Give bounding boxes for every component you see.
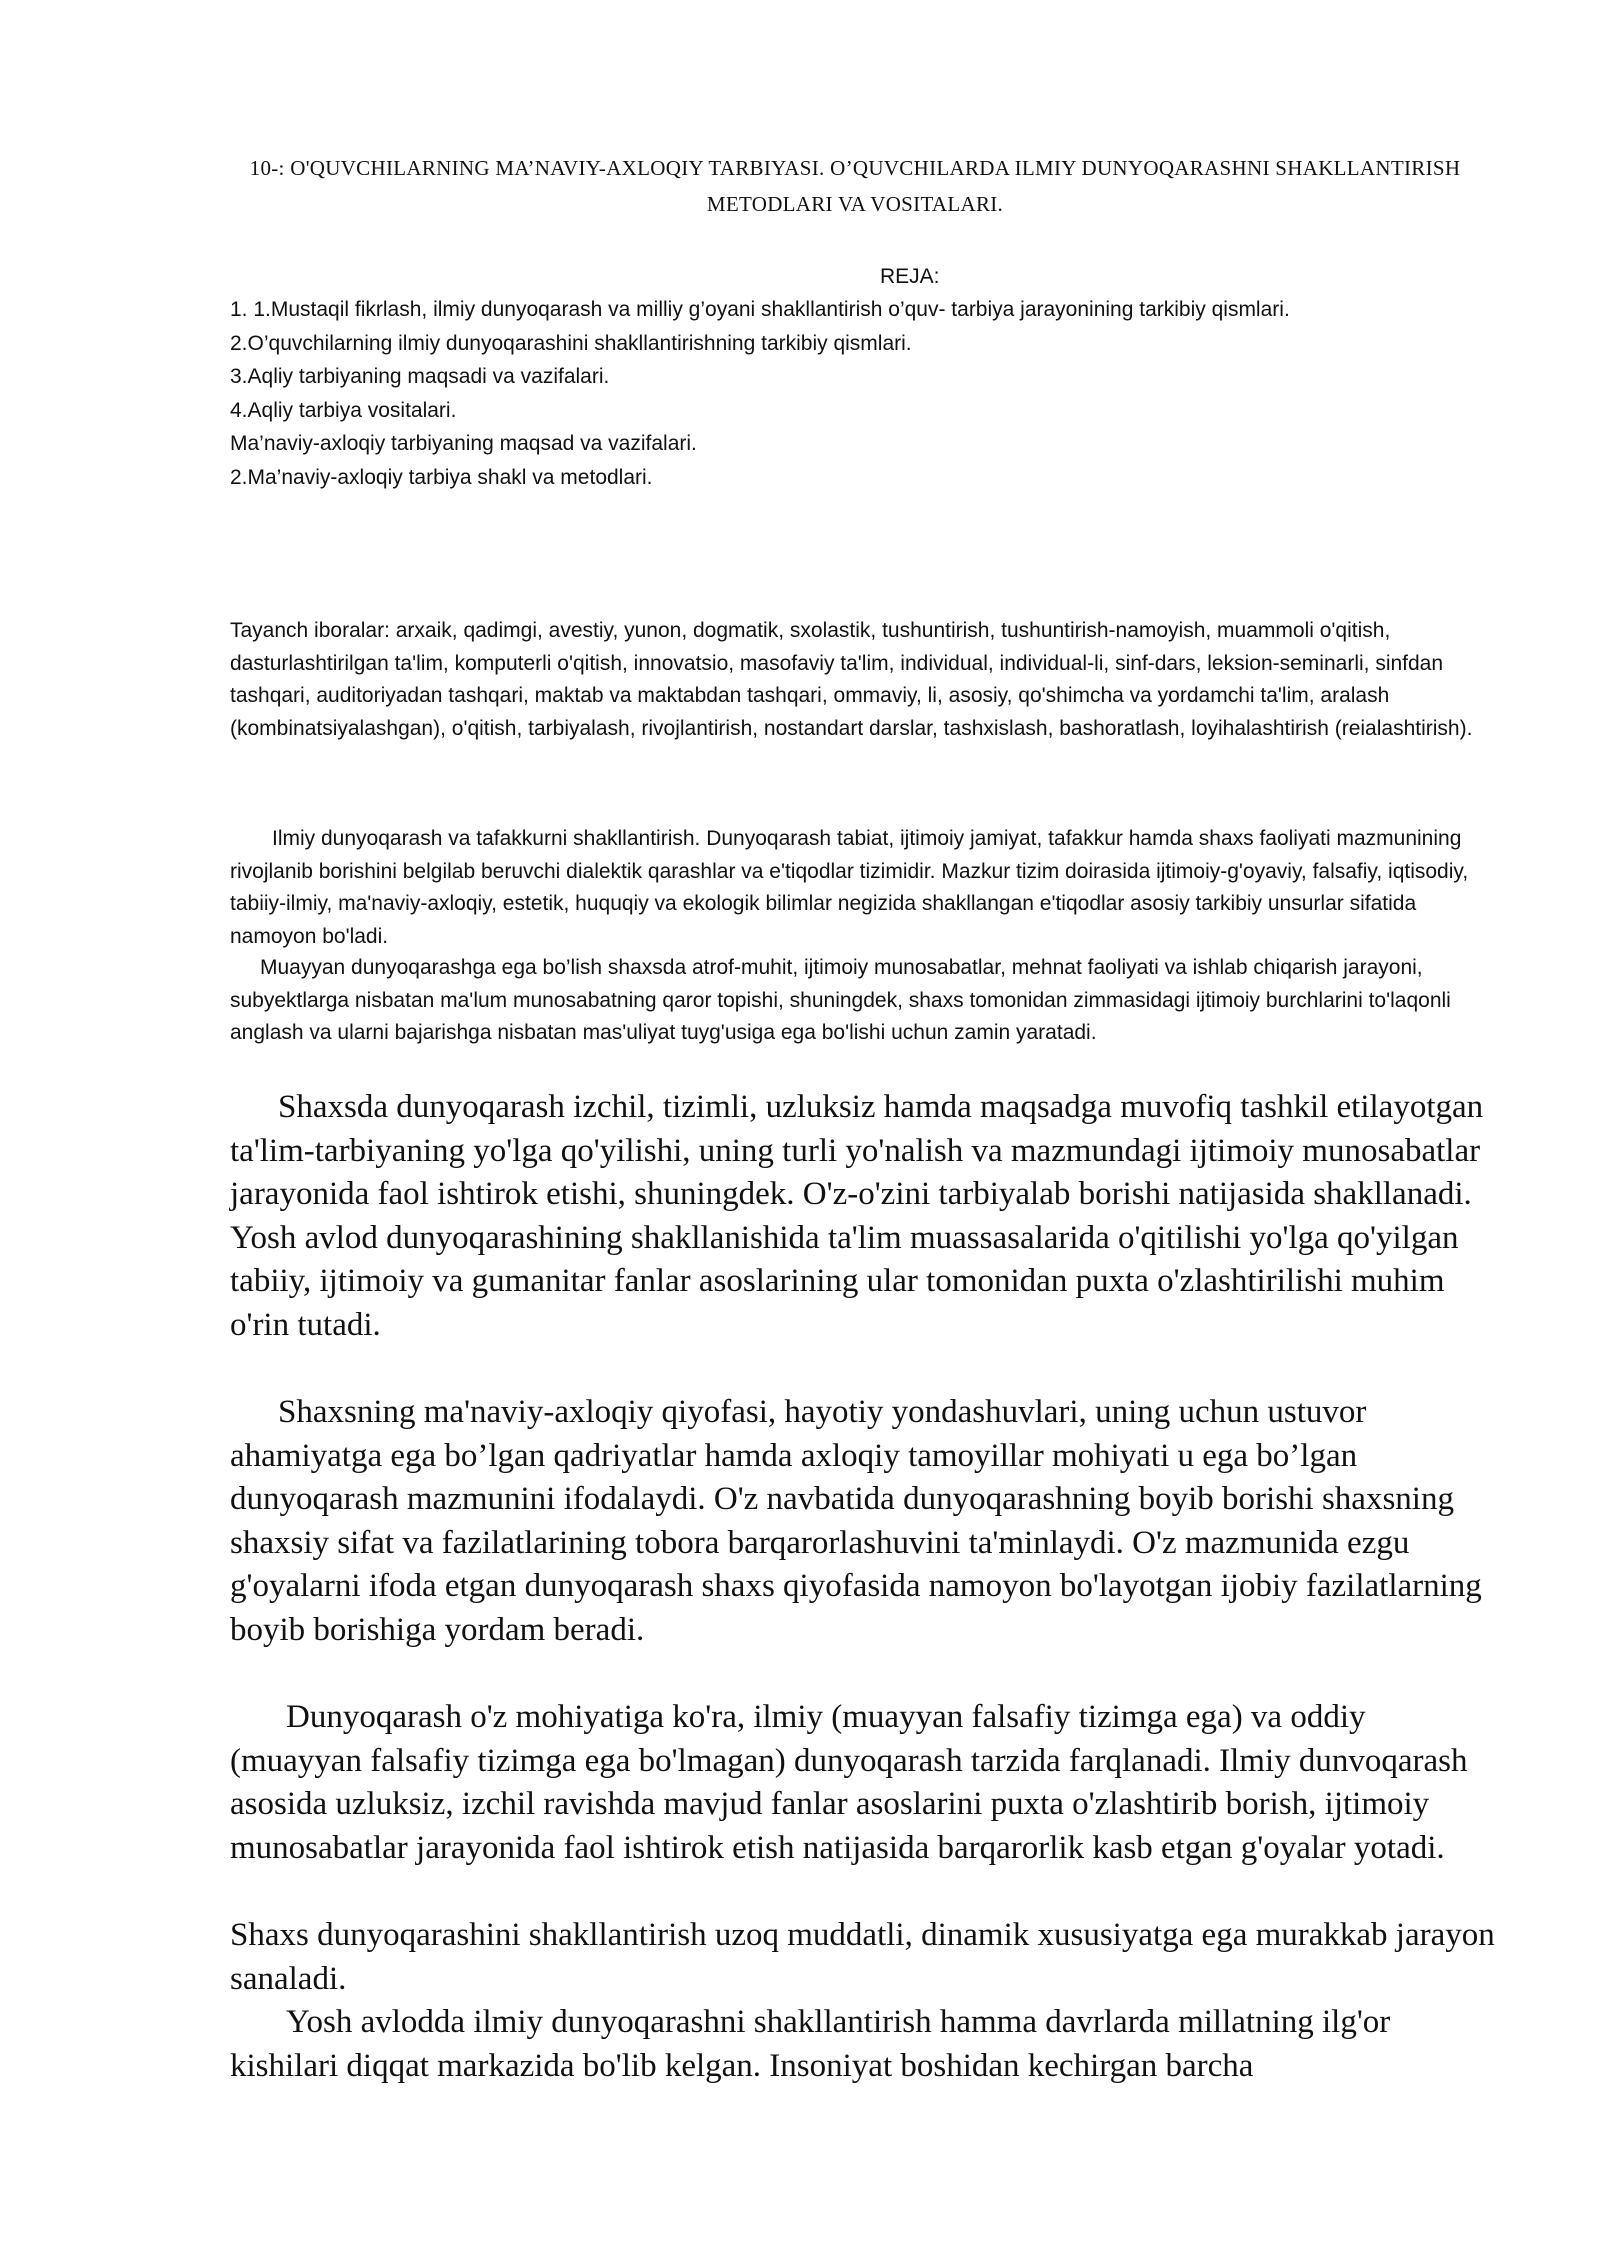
plan-item: 1. 1.Mustaqil fikrlash, ilmiy dunyoqarash va milliy g’oyani shakllantirish o’quv- tarbiya jarayonining tarkibiy qismlari.	[230, 298, 1290, 321]
plan-heading: REJA:	[880, 265, 940, 288]
body-paragraph: Shaxsda dunyoqarash izchil, tizimli, uzluksiz hamda maqsadga muvofiq tashkil etilayotgan ta'lim-tarbiyaning yo'lga qo'yilishi, uning turli yo'nalish va mazmundagi ijtimoiy munosabatlar jarayonida faol ishtirok etishi, shuningdek. O'z-o'zini tarbiyalab borishi natijasida shakllanadi. Yosh avlod dunyoqarashining shakllanishida ta'lim muassasalarida o'qitilishi yo'lga qo'yilgan tabiiy, ijtimoiy va gumanitar fanlar asoslarining ular tomonidan puxta o'zlashtirilishi muhim o'rin tutadi.	[230, 1089, 1484, 1343]
body-paragraph: Yosh avlodda ilmiy dunyoqarashni shakllantirish hamma davrlarda millatning ilg'or kishilari diqqat markazida bo'lib kelgan. Insoniyat boshidan kechirgan barcha	[230, 2004, 1391, 2084]
plan-item: 4.Aqliy tarbiya vositalari.	[230, 398, 457, 422]
document-title: 10-: O'QUVCHILARNING MA’NAVIY-AXLOQIY TARBIYASI. O’QUVCHILARDA ILMIY DUNYOQARASHNI SHAKLLANTIRISH METODLARI VA VOSITALARI.	[249, 156, 1461, 216]
plan-item: 2.O’quvchilarning ilmiy dunyoqarashini shakllantirishning tarkibiy qismlari.	[230, 331, 912, 355]
plan-list	[230, 293, 1500, 494]
plan-item: 2.Ma’naviy-axloqiy tarbiya shakl va metodlari.	[230, 465, 653, 489]
body-paragraph: Shaxsning ma'naviy-axloqiy qiyofasi, hayotiy yondashuvlari, uning uchun ustuvor ahamiyatga ega bo’lgan qadriyatlar hamda axloqiy tamoyillar mohiyati u ega bo’lgan dunyoqarash mazmunini ifodalaydi. O'z navbatida dunyoqarashning boyib borishi shaxsning shaxsiy sifat va fazilatlarining tobora barqarorlashuvini ta'minlaydi. O'z mazmunida ezgu g'oyalarni ifoda etgan dunyoqarash shaxs qiyofasida namoyon bo'layotgan ijobiy fazilatlarning boyib borishiga yordam beradi.	[230, 1394, 1482, 1648]
plan-item: 3.Aqliy tarbiyaning maqsadi va vazifalari.	[230, 365, 610, 388]
intro-paragraph: Ilmiy dunyoqarash va tafakkurni shakllantirish. Dunyoqarash tabiat, ijtimoiy jamiyat, tafakkur hamda shaxs faoliyati mazmunining rivojlanib borishini belgilab beruvchi dialektik qarashlar va e'tiqodlar tizimidir. Mazkur tizim doirasida ijtimoiy-g'oyaviy, falsafiy, iqtisodiy, tabiiy-ilmiy, ma'naviy-axloqiy, estetik, huquqiy va ekologik bilimlar negizida shakllangan e'tiqodlar asosiy tarkibiy unsurlar sifatida namoyon bo'ladi.	[230, 827, 1469, 948]
plan-item: Ma’naviy-axloqiy tarbiyaning maqsad va vazifalari.	[230, 432, 697, 455]
keywords-paragraph: Tayanch iboralar: arxaik, qadimgi, avestiy, yunon, dogmatik, sxolastik, tushuntirish, tushuntirish-namoyish, muammoli o'qitish, dasturlashtirilgan ta'lim, komputerli o'qitish, innovatsio, masofaviy ta'lim, individual, individual-li, sinf-dars, leksion-seminarli, sinfdan tashqari, auditoriyadan tashqari, maktab va maktabdan tashqari, ommaviy, li, asosiy, qo'shimcha va yordamchi ta'lim, aralash (kombinatsiyalashgan), o'qitish, tarbiyalash, rivojlantirish, nostandart darslar, tashxislash, bashoratlash, loyihalashtirish (reialashtirish).	[230, 619, 1473, 740]
body-paragraph: Shaxs dunyoqarashini shakllantirish uzoq muddatli, dinamik xususiyatga ega murakkab jarayon sanaladi.	[230, 1917, 1495, 1997]
body-paragraph: Dunyoqarash o'z mohiyatiga ko'ra, ilmiy (muayyan falsafiy tizimga ega) va oddiy (muayyan falsafiy tizimga ega bo'lmagan) dunyoqarash tarzida farqlanadi. Ilmiy dunvoqarash asosida uzluksiz, izchil ravishda mavjud fanlar asoslarini puxta o'zlashtirib borish, ijtimoiy munosabatlar jarayonida faol ishtirok etish natijasida barqarorlik kasb etgan g'oyalar yotadi.	[230, 1699, 1468, 1866]
intro-paragraph: Muayyan dunyoqarashga ega bo’lish shaxsda atrof-muhit, ijtimoiy munosabatlar, mehnat faoliyati va ishlab chiqarish jarayoni, subyektlarga nisbatan ma'lum munosabatning qaror topishi, shuningdek, shaxs tomonidan zimmasidagi ijtimoiy burchlarini to'laqonli anglash va ularni bajarishga nisbatan mas'uliyat tuyg'usiga ega bo'lishi uchun zamin yaratadi.	[230, 956, 1451, 1044]
